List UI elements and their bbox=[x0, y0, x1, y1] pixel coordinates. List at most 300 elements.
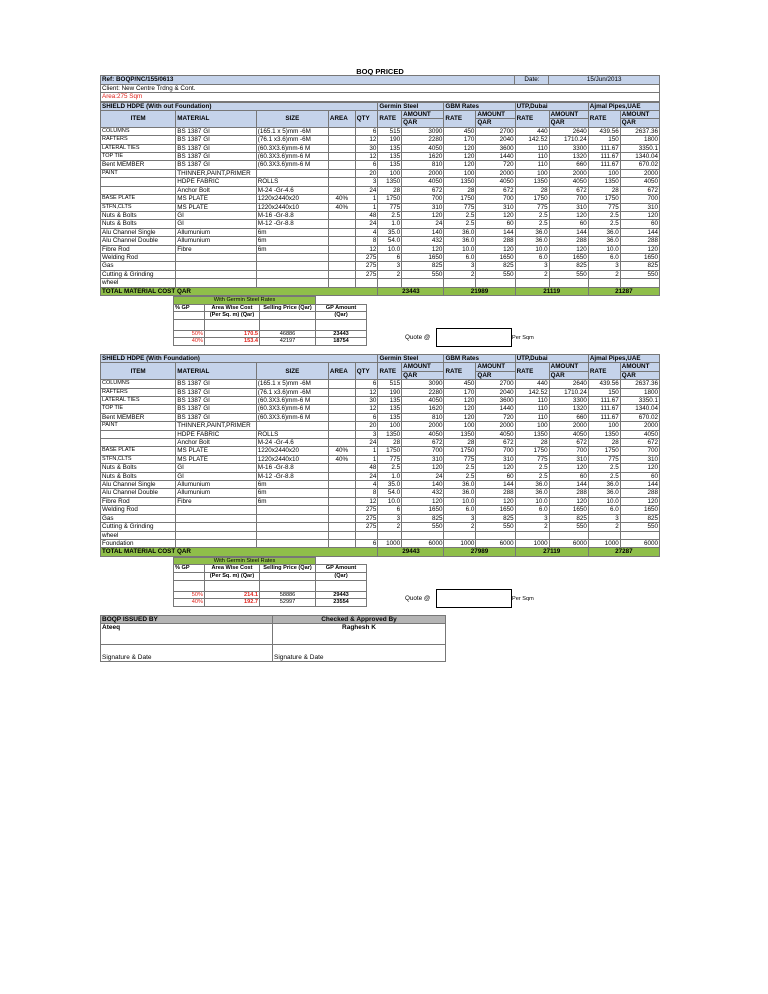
row-value: 672 bbox=[402, 186, 444, 194]
row-value: 6000 bbox=[402, 539, 444, 547]
gp-selling: 58886 bbox=[260, 591, 316, 599]
table-row bbox=[101, 262, 660, 270]
row-value: 6000 bbox=[620, 539, 659, 547]
row-value: 2.5 bbox=[588, 220, 620, 228]
row-material: BS 1387 GI bbox=[176, 380, 256, 388]
row-value: 4050 bbox=[549, 430, 588, 438]
row-qty: 8 bbox=[355, 237, 378, 245]
row-item: BASE PLATE bbox=[101, 447, 176, 455]
row-size bbox=[256, 169, 328, 177]
gp-col-amount: GP Amount bbox=[316, 565, 367, 573]
row-value: 36.0 bbox=[444, 481, 476, 489]
gp-area-cost: 170.5 bbox=[205, 330, 260, 338]
row-material bbox=[176, 253, 256, 261]
row-material bbox=[176, 270, 256, 278]
col-amount-unit: QAR bbox=[620, 119, 659, 127]
row-value: 2000 bbox=[549, 422, 588, 430]
row-value: 700 bbox=[549, 447, 588, 455]
row-qty: 24 bbox=[355, 439, 378, 447]
row-material bbox=[176, 279, 256, 287]
row-qty: 275 bbox=[355, 506, 378, 514]
row-value: 110 bbox=[515, 397, 549, 405]
vendor-header: Germin Steel bbox=[378, 354, 444, 362]
row-item: Alu Channel Double bbox=[101, 489, 176, 497]
row-material: MS PLATE bbox=[176, 447, 256, 455]
row-size bbox=[256, 270, 328, 278]
row-value: 310 bbox=[620, 455, 659, 463]
row-value: 110 bbox=[515, 161, 549, 169]
gp-table bbox=[173, 557, 367, 607]
row-value: 1650 bbox=[402, 506, 444, 514]
row-value: 150 bbox=[588, 388, 620, 396]
row-value: 550 bbox=[549, 270, 588, 278]
row-qty: 20 bbox=[355, 422, 378, 430]
row-qty: 275 bbox=[355, 514, 378, 522]
row-material bbox=[176, 523, 256, 531]
row-value: 720 bbox=[476, 161, 515, 169]
row-value: 3 bbox=[588, 514, 620, 522]
row-value bbox=[620, 279, 659, 287]
table-row bbox=[101, 169, 660, 177]
gp-col-percent: % GP bbox=[174, 304, 205, 312]
col-amount: AMOUNT bbox=[549, 111, 588, 119]
gp-col-area-cost-unit: (Per Sq. m) (Qar) bbox=[205, 312, 260, 320]
gp-table bbox=[173, 296, 367, 346]
row-value: 144 bbox=[476, 481, 515, 489]
row-size: ROLLS bbox=[256, 178, 328, 186]
row-size: M-12 -Gr-8.8 bbox=[256, 220, 328, 228]
gp-percent: 40% bbox=[174, 599, 205, 607]
area-label: Area:275 Sqm bbox=[101, 93, 660, 101]
row-value: 2000 bbox=[476, 169, 515, 177]
row-value: 1800 bbox=[620, 136, 659, 144]
row-qty: 48 bbox=[355, 211, 378, 219]
row-qty bbox=[355, 531, 378, 539]
row-area bbox=[328, 539, 355, 547]
per-sqm-label: Per Sqm bbox=[512, 595, 534, 602]
row-value bbox=[588, 531, 620, 539]
col-material: MATERIAL bbox=[176, 111, 256, 128]
total-value: 21989 bbox=[444, 287, 515, 295]
row-value: 515 bbox=[378, 127, 402, 135]
row-value: 28 bbox=[515, 186, 549, 194]
row-value: 60 bbox=[476, 220, 515, 228]
col-qty: QTY bbox=[355, 363, 378, 380]
col-size: SIZE bbox=[256, 111, 328, 128]
row-value: 700 bbox=[620, 447, 659, 455]
row-value: 2000 bbox=[549, 169, 588, 177]
row-item bbox=[101, 430, 176, 438]
row-material: MS PLATE bbox=[176, 455, 256, 463]
row-area bbox=[328, 481, 355, 489]
row-value: 2040 bbox=[476, 388, 515, 396]
row-area bbox=[328, 237, 355, 245]
row-value: 3090 bbox=[402, 380, 444, 388]
row-value: 825 bbox=[476, 262, 515, 270]
gp-col-area-cost-unit: (Per Sq. m) (Qar) bbox=[205, 572, 260, 580]
row-value: 1750 bbox=[515, 195, 549, 203]
table-row bbox=[101, 237, 660, 245]
row-value: 1620 bbox=[402, 153, 444, 161]
row-value: 144 bbox=[620, 228, 659, 236]
row-qty: 24 bbox=[355, 220, 378, 228]
row-item: wheel bbox=[101, 279, 176, 287]
row-value: 1800 bbox=[620, 388, 659, 396]
row-value: 1.0 bbox=[378, 220, 402, 228]
row-size: 6m bbox=[256, 228, 328, 236]
row-material: MS PLATE bbox=[176, 203, 256, 211]
gp-area-cost: 192.7 bbox=[205, 599, 260, 607]
row-value: 2.5 bbox=[444, 211, 476, 219]
col-amount-unit: QAR bbox=[476, 119, 515, 127]
row-value: 120 bbox=[476, 497, 515, 505]
row-area bbox=[328, 489, 355, 497]
row-value: 2280 bbox=[402, 136, 444, 144]
row-area bbox=[328, 439, 355, 447]
total-value: 27287 bbox=[588, 548, 659, 556]
row-area bbox=[328, 228, 355, 236]
row-area bbox=[328, 270, 355, 278]
row-value: 700 bbox=[402, 195, 444, 203]
row-size: (60.3X3.6)mm-6 M bbox=[256, 144, 328, 152]
row-size: (76.1 x3.6)mm -6M bbox=[256, 136, 328, 144]
gp-selling: 46886 bbox=[260, 330, 316, 338]
table-row bbox=[101, 270, 660, 278]
gp-amount: 23443 bbox=[316, 330, 367, 338]
row-size: 6m bbox=[256, 489, 328, 497]
row-item: Foundation bbox=[101, 539, 176, 547]
row-material: GI bbox=[176, 211, 256, 219]
row-value: 450 bbox=[444, 380, 476, 388]
table-row bbox=[101, 497, 660, 505]
quote-input-box[interactable] bbox=[436, 589, 512, 608]
row-size: M-16 -Gr-8.8 bbox=[256, 464, 328, 472]
row-value: 1350 bbox=[378, 178, 402, 186]
row-area bbox=[328, 413, 355, 421]
row-value: 1750 bbox=[378, 447, 402, 455]
row-value: 111.67 bbox=[588, 144, 620, 152]
quote-input-box[interactable] bbox=[436, 328, 512, 347]
row-value: 100 bbox=[515, 169, 549, 177]
row-value: 1750 bbox=[588, 195, 620, 203]
row-value: 142.52 bbox=[515, 388, 549, 396]
row-value: 1350 bbox=[378, 430, 402, 438]
row-item: Gas bbox=[101, 262, 176, 270]
row-value: 36.0 bbox=[588, 489, 620, 497]
gp-title: With Germin Steel Rates bbox=[174, 296, 316, 304]
row-value: 432 bbox=[402, 489, 444, 497]
col-rate: RATE bbox=[378, 111, 402, 128]
row-value bbox=[515, 531, 549, 539]
row-value: 2000 bbox=[620, 422, 659, 430]
row-size bbox=[256, 523, 328, 531]
row-value: 100 bbox=[378, 169, 402, 177]
row-area bbox=[328, 464, 355, 472]
gp-col-selling: Selling Price (Qar) bbox=[260, 304, 316, 312]
row-value: 120 bbox=[620, 497, 659, 505]
row-value: 1.0 bbox=[378, 472, 402, 480]
row-area bbox=[328, 506, 355, 514]
row-value bbox=[444, 279, 476, 287]
row-value: 660 bbox=[549, 413, 588, 421]
row-value: 36.0 bbox=[444, 489, 476, 497]
approved-by-label: Checked & Approved By bbox=[273, 615, 446, 623]
row-value: 2 bbox=[378, 523, 402, 531]
col-rate: RATE bbox=[588, 111, 620, 128]
row-value bbox=[476, 279, 515, 287]
row-value: 144 bbox=[620, 481, 659, 489]
row-material: Anchor Bolt bbox=[176, 186, 256, 194]
row-material: BS 1387 GI bbox=[176, 136, 256, 144]
row-area bbox=[328, 397, 355, 405]
row-value: 1000 bbox=[378, 539, 402, 547]
row-value: 439.56 bbox=[588, 380, 620, 388]
section2-gp-area bbox=[100, 557, 660, 615]
row-value: 288 bbox=[620, 489, 659, 497]
gp-area-cost: 153.4 bbox=[205, 338, 260, 346]
row-value: 120 bbox=[549, 464, 588, 472]
row-value: 120 bbox=[402, 464, 444, 472]
row-item: Bent MEMBER bbox=[101, 161, 176, 169]
gp-col-amount: GP Amount bbox=[316, 304, 367, 312]
row-material: Fibre bbox=[176, 497, 256, 505]
row-value: 1750 bbox=[378, 195, 402, 203]
table-row bbox=[101, 195, 660, 203]
row-item: COLUMNS bbox=[101, 127, 176, 135]
row-value: 10.0 bbox=[588, 245, 620, 253]
row-value: 3 bbox=[444, 262, 476, 270]
row-value: 10.0 bbox=[515, 245, 549, 253]
gp-col-amount-unit: (Qar) bbox=[316, 572, 367, 580]
col-amount: AMOUNT bbox=[476, 111, 515, 119]
table-row bbox=[101, 136, 660, 144]
row-material: BS 1387 GI bbox=[176, 161, 256, 169]
col-material: MATERIAL bbox=[176, 363, 256, 380]
row-value: 28 bbox=[588, 439, 620, 447]
row-value: 36.0 bbox=[444, 237, 476, 245]
row-value: 28 bbox=[588, 186, 620, 194]
row-value: 2640 bbox=[549, 127, 588, 135]
total-value: 21119 bbox=[515, 287, 588, 295]
row-size: M-16 -Gr-8.8 bbox=[256, 211, 328, 219]
row-value: 1350 bbox=[588, 178, 620, 186]
row-value: 700 bbox=[549, 195, 588, 203]
issued-by-label: BOQP ISSUED BY bbox=[101, 615, 273, 623]
row-value: 1340.04 bbox=[620, 153, 659, 161]
vendor-header: UTP,Dubai bbox=[515, 354, 588, 362]
row-qty: 4 bbox=[355, 228, 378, 236]
row-value: 3300 bbox=[549, 144, 588, 152]
gp-row bbox=[174, 338, 367, 346]
row-value: 6.0 bbox=[444, 506, 476, 514]
section-heading: SHIELD HDPE (With out Foundation) bbox=[101, 102, 378, 110]
row-area bbox=[328, 422, 355, 430]
vendor-header: Germin Steel bbox=[378, 102, 444, 110]
row-value: 775 bbox=[444, 455, 476, 463]
row-value: 1440 bbox=[476, 153, 515, 161]
row-value: 1750 bbox=[444, 195, 476, 203]
row-material: BS 1387 GI bbox=[176, 405, 256, 413]
row-value: 120 bbox=[620, 211, 659, 219]
table-row bbox=[101, 144, 660, 152]
row-value: 3600 bbox=[476, 397, 515, 405]
row-value: 2700 bbox=[476, 127, 515, 135]
row-value: 2.5 bbox=[588, 464, 620, 472]
row-value: 439.56 bbox=[588, 127, 620, 135]
row-qty: 3 bbox=[355, 430, 378, 438]
row-item: Cutting & Grinding bbox=[101, 270, 176, 278]
row-qty: 24 bbox=[355, 186, 378, 194]
row-value: 6.0 bbox=[515, 506, 549, 514]
quote-label: Quote @ bbox=[405, 333, 431, 341]
row-value: 2 bbox=[444, 270, 476, 278]
row-value: 2 bbox=[515, 270, 549, 278]
row-value: 1650 bbox=[476, 253, 515, 261]
row-qty: 4 bbox=[355, 481, 378, 489]
row-value: 700 bbox=[402, 447, 444, 455]
col-amount-unit: QAR bbox=[549, 119, 588, 127]
vendor-header: GBM Rates bbox=[444, 102, 515, 110]
row-qty: 6 bbox=[355, 380, 378, 388]
col-qty: QTY bbox=[355, 111, 378, 128]
row-item: Alu Channel Double bbox=[101, 237, 176, 245]
row-value: 6.0 bbox=[444, 253, 476, 261]
row-value: 2637.36 bbox=[620, 380, 659, 388]
row-value: 310 bbox=[620, 203, 659, 211]
row-value: 1710.24 bbox=[549, 136, 588, 144]
row-value: 440 bbox=[515, 380, 549, 388]
row-value: 135 bbox=[378, 405, 402, 413]
row-material: MS PLATE bbox=[176, 195, 256, 203]
gp-row bbox=[174, 330, 367, 338]
table-row bbox=[101, 506, 660, 514]
row-value: 3 bbox=[515, 514, 549, 522]
vendor-header: Ajmal Pipes,UAE bbox=[588, 354, 659, 362]
row-size: 1220x2440x10 bbox=[256, 203, 328, 211]
row-value: 1650 bbox=[402, 253, 444, 261]
table-row bbox=[101, 203, 660, 211]
row-value: 36.0 bbox=[515, 481, 549, 489]
section1-gp-area bbox=[100, 296, 660, 354]
row-area bbox=[328, 430, 355, 438]
gp-amount: 29443 bbox=[316, 591, 367, 599]
row-value: 111.67 bbox=[588, 397, 620, 405]
row-area bbox=[328, 523, 355, 531]
row-value: 24 bbox=[402, 220, 444, 228]
row-value: 700 bbox=[620, 195, 659, 203]
table-row bbox=[101, 161, 660, 169]
row-value: 54.0 bbox=[378, 237, 402, 245]
row-value: 2.5 bbox=[378, 464, 402, 472]
row-value: 120 bbox=[402, 211, 444, 219]
row-value: 810 bbox=[402, 413, 444, 421]
total-value: 29443 bbox=[378, 548, 444, 556]
table-row bbox=[101, 455, 660, 463]
row-value: 3600 bbox=[476, 144, 515, 152]
row-value: 110 bbox=[515, 405, 549, 413]
row-qty: 24 bbox=[355, 472, 378, 480]
row-value: 6000 bbox=[476, 539, 515, 547]
gp-col-area-cost: Area Wise Cost bbox=[205, 565, 260, 573]
row-material: BS 1387 GI bbox=[176, 413, 256, 421]
row-value: 775 bbox=[588, 203, 620, 211]
row-qty: 12 bbox=[355, 497, 378, 505]
row-qty: 20 bbox=[355, 169, 378, 177]
row-value: 28 bbox=[378, 439, 402, 447]
row-value: 120 bbox=[476, 464, 515, 472]
table-row bbox=[101, 380, 660, 388]
row-value: 672 bbox=[620, 186, 659, 194]
row-value: 144 bbox=[549, 481, 588, 489]
row-value: 310 bbox=[476, 203, 515, 211]
row-value bbox=[378, 531, 402, 539]
table-row bbox=[101, 220, 660, 228]
table-row bbox=[101, 279, 660, 287]
table-row bbox=[101, 539, 660, 547]
col-amount: AMOUNT bbox=[476, 363, 515, 371]
row-value: 672 bbox=[476, 439, 515, 447]
row-value: 28 bbox=[444, 439, 476, 447]
row-value: 60 bbox=[549, 472, 588, 480]
row-qty: 30 bbox=[355, 397, 378, 405]
row-value: 550 bbox=[620, 270, 659, 278]
col-area: AREA bbox=[328, 363, 355, 380]
row-item: Alu Channel Single bbox=[101, 228, 176, 236]
row-value: 120 bbox=[444, 413, 476, 421]
row-value: 310 bbox=[549, 203, 588, 211]
table-row bbox=[101, 489, 660, 497]
row-value: 775 bbox=[444, 203, 476, 211]
row-value: 2 bbox=[515, 523, 549, 531]
row-area bbox=[328, 531, 355, 539]
row-item: Nuts & Bolts bbox=[101, 472, 176, 480]
row-size bbox=[256, 279, 328, 287]
row-value: 825 bbox=[620, 514, 659, 522]
row-value: 672 bbox=[402, 439, 444, 447]
row-value: 140 bbox=[402, 228, 444, 236]
row-area bbox=[328, 388, 355, 396]
row-value: 100 bbox=[444, 422, 476, 430]
gp-title: With Germin Steel Rates bbox=[174, 557, 316, 565]
row-value: 2.5 bbox=[378, 211, 402, 219]
row-value: 550 bbox=[402, 523, 444, 531]
gp-col-amount-unit: (Qar) bbox=[316, 312, 367, 320]
row-value: 775 bbox=[588, 455, 620, 463]
row-value: 288 bbox=[476, 237, 515, 245]
row-value: 2 bbox=[444, 523, 476, 531]
row-area: 40% bbox=[328, 195, 355, 203]
table-row bbox=[101, 481, 660, 489]
row-value bbox=[620, 531, 659, 539]
row-qty: 1 bbox=[355, 455, 378, 463]
row-value: 660 bbox=[549, 161, 588, 169]
row-value bbox=[378, 279, 402, 287]
row-value bbox=[444, 531, 476, 539]
total-value: 23443 bbox=[378, 287, 444, 295]
total-value: 27989 bbox=[444, 548, 515, 556]
row-value: 3300 bbox=[549, 397, 588, 405]
row-value: 120 bbox=[620, 464, 659, 472]
total-label: TOTAL MATERIAL COST QAR bbox=[101, 287, 378, 295]
row-value: 672 bbox=[476, 186, 515, 194]
row-value: 120 bbox=[549, 211, 588, 219]
row-value: 2000 bbox=[402, 422, 444, 430]
row-value: 111.67 bbox=[588, 153, 620, 161]
row-item: wheel bbox=[101, 531, 176, 539]
row-value: 672 bbox=[549, 186, 588, 194]
vendor-header: GBM Rates bbox=[444, 354, 515, 362]
row-area bbox=[328, 136, 355, 144]
